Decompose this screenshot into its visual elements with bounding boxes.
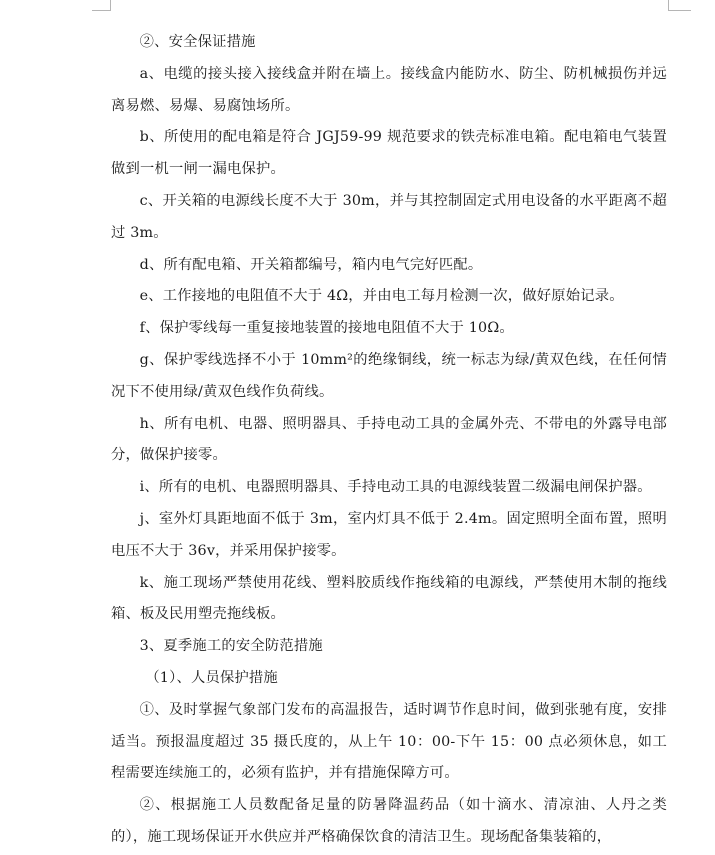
- list-item-f: f、保护零线每一重复接地装置的接地电阻值不大于 10Ω。: [139, 320, 514, 337]
- subsection-heading-personnel: （1）、人员保护措施: [145, 669, 278, 686]
- document-body: [111, 27, 667, 854]
- list-item-a: a、电缆的接头接入接线盒并附在墙上。接线盒内能防水、防尘、防机械损伤并远离易燃、易爆、易腐蚀场所。: [111, 65, 667, 114]
- list-item-e: e、工作接地的电阻值不大于 4Ω，并由电工每月检测一次，做好原始记录。: [139, 288, 624, 305]
- list-item-j: j、室外灯具距地面不低于 3m，室内灯具不低于 2.4m。固定照明全面布置，照明电压不大于 36v，并采用保护接零。: [111, 510, 667, 559]
- list-item-c: c、开关箱的电源线长度不大于 30m，并与其控制固定式用电设备的水平距离不超过 3m。: [111, 192, 667, 241]
- paragraph-weather-report: ①、及时掌握气象部门发布的高温报告，适时调节作息时间，做到张驰有度，安排适当。预报温度超过 35 摄氏度的，从上午 10：00-下午 15：00 点必须休息，如工程需要连续施工的，必须有监护，并有措施保障方可。: [111, 701, 667, 782]
- list-item-g: g、保护零线选择不小于 10mm²的绝缘铜线，统一标志为绿/黄双色线，在任何情况下不使用绿/黄双色线作负荷线。: [111, 351, 667, 400]
- list-item-i: i、所有的电机、电器照明器具、手持电动工具的电源线装置二级漏电闸保护器。: [139, 479, 652, 496]
- section-heading-safety-measures: ②、安全保证措施: [139, 34, 256, 50]
- list-item-h: h、所有电机、电器、照明器具、手持电动工具的金属外壳、不带电的外露导电部分，做保护接零。: [111, 415, 667, 464]
- paragraph-medicine-supply: ②、根据施工人员数配备足量的防暑降温药品（如十滴水、清凉油、人丹之类的），施工现场保证开水供应并严格确保饮食的清洁卫生。现场配备集装箱的，: [111, 797, 667, 845]
- margin-corner-mark-right: [668, 0, 691, 11]
- list-item-k: k、施工现场严禁使用花线、塑料胶质线作拖线箱的电源线，严禁使用木制的拖线箱、板及民用塑壳拖线板。: [111, 574, 667, 623]
- list-item-b: b、所使用的配电箱是符合 JGJ59-99 规范要求的铁壳标准电箱。配电箱电气装置做到一机一闸一漏电保护。: [111, 129, 667, 178]
- section-heading-summer: 3、夏季施工的安全防范措施: [139, 638, 323, 655]
- list-item-d: d、所有配电箱、开关箱都编号，箱内电气完好匹配。: [139, 256, 483, 273]
- margin-corner-mark-left: [92, 0, 111, 11]
